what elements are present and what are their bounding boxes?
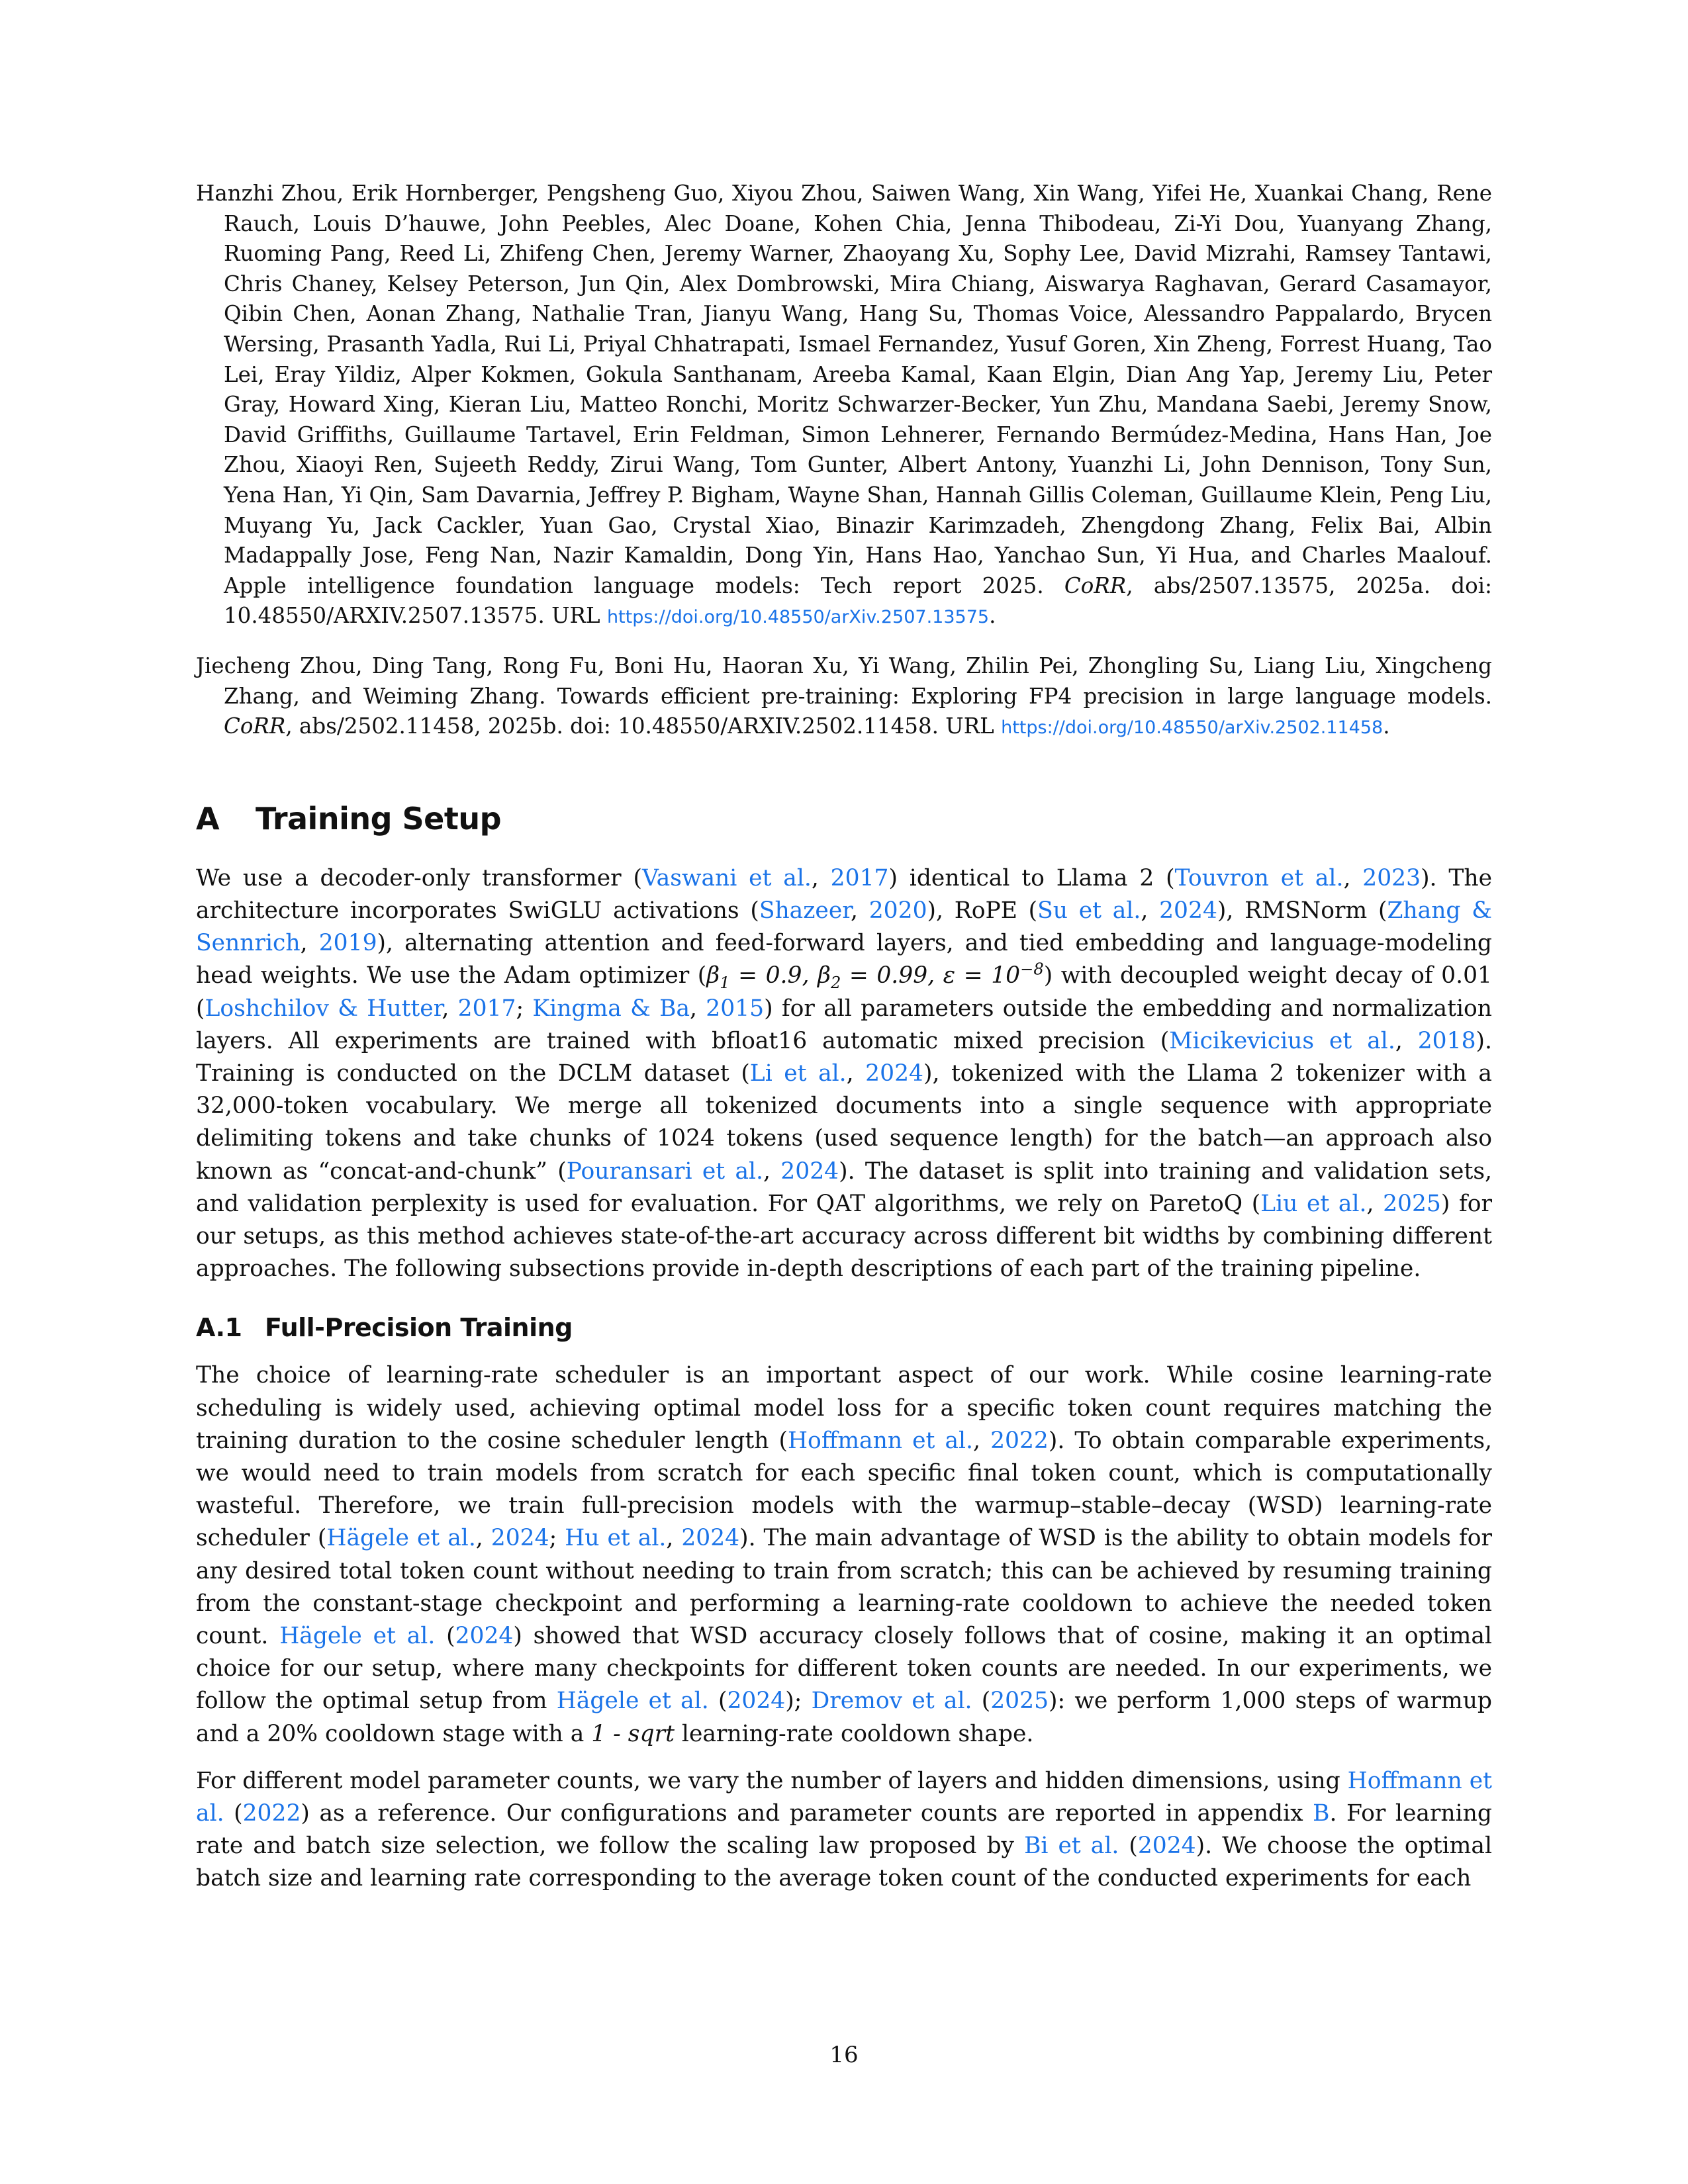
reference-details: , abs/2502.11458, 2025b. doi: 10.48550/ARXIV.2502.11458. URL	[285, 713, 994, 739]
citation-link[interactable]: 2024	[1137, 1833, 1196, 1860]
citation-link[interactable]: 2024	[780, 1158, 839, 1185]
citation-link[interactable]: Zhang & Sennrich	[196, 897, 1492, 957]
citation-link[interactable]: Touvron et al.	[1174, 864, 1344, 891]
citation-link[interactable]: 2019	[318, 930, 377, 957]
citation-link[interactable]: Su et al.	[1037, 897, 1141, 924]
citation-link[interactable]: 2024	[1159, 897, 1217, 924]
reference-venue: CoRR	[1064, 572, 1127, 598]
appendix-link[interactable]: B	[1313, 1799, 1330, 1827]
reference-details: , abs/2507.13575, 2025a. doi: 10.48550/ARXIV.2507.13575. URL	[224, 572, 1492, 629]
citation-link[interactable]: 2024	[455, 1622, 514, 1649]
reference-entry: Jiecheng Zhou, Ding Tang, Rong Fu, Boni Hu, Haoran Xu, Yi Wang, Zhilin Pei, Zhongling Su, Liang Liu, Xingcheng Zhang, and Weiming Zhang. Towards efficient pre-training: Exploring FP4 precision in large language models. CoRR, abs/2502.11458, 2025b. doi: 10.48550/ARXIV.2502.11458. URL https://doi.org/10.48550/arXiv.2502.11458.	[196, 653, 1492, 739]
citation-link[interactable]: 2022	[990, 1427, 1049, 1454]
citation-link[interactable]: Hägele et al.	[279, 1622, 436, 1649]
citation-link[interactable]: 2017	[457, 995, 516, 1022]
citation-link[interactable]: Dremov et al.	[811, 1688, 972, 1715]
citation-link[interactable]: Vaswani et al.	[641, 864, 812, 891]
page-number: 16	[829, 2042, 859, 2068]
citation-link[interactable]: Micikevicius et al.	[1169, 1027, 1395, 1054]
citation-link[interactable]: 2024	[865, 1060, 923, 1087]
section-number: A	[196, 800, 220, 837]
reference-url-link[interactable]: https://doi.org/10.48550/arXiv.2502.11458	[1001, 717, 1383, 739]
citation-link[interactable]: Kingma & Ba	[532, 995, 690, 1022]
citation-link[interactable]: Bi et al.	[1024, 1833, 1119, 1860]
citation-link[interactable]: Shazeer	[759, 897, 851, 924]
citation-link[interactable]: Hoffmann et al.	[196, 1767, 1492, 1827]
citation-link[interactable]: 2020	[868, 897, 927, 924]
reference-authors: Jiecheng Zhou, Ding Tang, Rong Fu, Boni Hu, Haoran Xu, Yi Wang, Zhilin Pei, Zhongling Su, Liang Liu, Xingcheng Zhang, and Weiming Zhang.	[196, 653, 1492, 709]
paragraph: We use a decoder-only transformer (Vaswani et al., 2017) identical to Llama 2 (Touvron et al., 2023). The architecture incorporates SwiGLU activations (Shazeer, 2020), RoPE (Su et al., 2024), RMSNorm (Zhang & Sennrich, 2019), alternating attention and feed-forward layers, and tied embedding and language-modeling head weights. We use the Adam optimizer ($\beta_1 = 0.9$, $\beta_2 = 0.99$, $\varepsilon = 10^{-8}$) with decoupled weight decay of 0.01 (Loshchilov & Hutter, 2017; Kingma & Ba, 2015) for all parameters outside the embedding and normalization layers. All experiments are trained with bfloat16 automatic mixed precision (Micikevicius et al., 2018). Training is conducted on the DCLM dataset (Li et al., 2024), tokenized with the Llama 2 tokenizer with a 32,000-token vocabulary. We merge all tokenized documents into a single sequence with appropriate delimiting tokens and take chunks of 1024 tokens (used sequence length) for the batch—an approach also known as “concat-and-chunk” (Pouransari et al., 2024). The dataset is split into training and validation sets, and validation perplexity is used for evaluation. For QAT algorithms, we rely on ParetoQ (Liu et al., 2025) for our setups, as this method achieves state-of-the-art accuracy across different bit widths by combining different approaches. The following subsections provide in-depth descriptions of each part of the training pipeline.	[196, 864, 1493, 1283]
citation-link[interactable]: 2017	[830, 864, 889, 891]
citation-link[interactable]: 2018	[1417, 1027, 1476, 1054]
citation-link[interactable]: Loshchilov & Hutter	[205, 995, 442, 1022]
citation-link[interactable]: 2024	[681, 1525, 740, 1552]
paragraph: For different model parameter counts, we vary the number of layers and hidden dimensions, using Hoffmann et al. (2022) as a reference. Our configurations and parameter counts are reported in appendix B. For learning rate and batch size selection, we follow the scaling law proposed by Bi et al. (2024). We choose the optimal batch size and learning rate corresponding to the average token count of the conducted experiments for each	[196, 1767, 1492, 1892]
math-expression: 1 - sqrt	[591, 1720, 675, 1747]
citation-link[interactable]: Pouransari et al.	[566, 1158, 764, 1185]
reference-entry: Hanzhi Zhou, Erik Hornberger, Pengsheng Guo, Xiyou Zhou, Saiwen Wang, Xin Wang, Yifei He, Xuankai Chang, Rene Rauch, Louis D’hauwe, John Peebles, Alec Doane, Kohen Chia, Jenna Thibodeau, Zi-Yi Dou, Yuanyang Zhang, Ruoming Pang, Reed Li, Zhifeng Chen, Jeremy Warner, Zhaoyang Xu, Sophy Lee, David Mizrahi, Ramsey Tantawi, Chris Chaney, Kelsey Peterson, Jun Qin, Alex Dombrowski, Mira Chiang, Aiswarya Raghavan, Gerard Casamayor, Qibin Chen, Aonan Zhang, Nathalie Tran, Jianyu Wang, Hang Su, Thomas Voice, Alessandro Pappalardo, Brycen Wersing, Prasanth Yadla, Rui Li, Priyal Chhatrapati, Ismael Fernandez, Yusuf Goren, Xin Zheng, Forrest Huang, Tao Lei, Eray Yildiz, Alper Kokmen, Gokula Santhanam, Areeba Kamal, Kaan Elgin, Dian Ang Yap, Jeremy Liu, Peter Gray, Howard Xing, Kieran Liu, Matteo Ronchi, Moritz Schwarzer-Becker, Yun Zhu, Mandana Saebi, Jeremy Snow, David Griffiths, Guillaume Tartavel, Erin Feldman, Simon Lehnerer, Fernando Bermúdez-Medina, Hans Han, Joe Zhou, Xiaoyi Ren, Sujeeth Reddy, Zirui Wang, Tom Gunter, Albert Antony, Yuanzhi Li, John Dennison, Tony Sun, Yena Han, Yi Qin, Sam Davarnia, Jeffrey P. Bigham, Wayne Shan, Hannah Gillis Coleman, Guillaume Klein, Peng Liu, Muyang Yu, Jack Cackler, Yuan Gao, Crystal Xiao, Binazir Karimzadeh, Zhengdong Zhang, Felix Bai, Albin Madappally Jose, Feng Nan, Nazir Kamaldin, Dong Yin, Hans Hao, Yanchao Sun, Yi Hua, and Charles Maalouf. Apple intelligence foundation language models: Tech report 2025. CoRR, abs/2507.13575, 2025a. doi: 10.48550/ARXIV.2507.13575. URL https://doi.org/10.48550/arXiv.2507.13575.	[196, 181, 1492, 629]
subsection-title: Full-Precision Training	[265, 1313, 573, 1343]
section-title: Training Setup	[256, 800, 502, 837]
citation-link[interactable]: Li et al.	[749, 1060, 847, 1087]
citation-link[interactable]: Hu et al.	[565, 1525, 667, 1552]
citation-link[interactable]: 2022	[242, 1799, 301, 1827]
section-heading	[196, 800, 1492, 837]
paragraph: The choice of learning-rate scheduler is an important aspect of our work. While cosine learning-rate scheduling is widely used, achieving optimal model loss for a specific token count requires matching the training duration to the cosine scheduler length (Hoffmann et al., 2022). To obtain comparable experiments, we would need to train models from scratch for each specific final token count, which is computationally wasteful. Therefore, we train full-precision models with the warmup–stable–decay (WSD) learning-rate scheduler (Hägele et al., 2024; Hu et al., 2024). The main advantage of WSD is the ability to obtain models for any desired total token count without needing to train from scratch; this can be achieved by resuming training from the constant-stage checkpoint and performing a learning-rate cooldown to achieve the needed token count. Hägele et al. (2024) showed that WSD accuracy closely follows that of cosine, making it an optimal choice for our setup, where many checkpoints for different token counts are needed. In our experiments, we follow the optimal setup from Hägele et al. (2024); Dremov et al. (2025): we perform 1,000 steps of warmup and a 20% cooldown stage with a 1 - sqrt learning-rate cooldown shape.	[196, 1362, 1493, 1747]
citation-link[interactable]: 2015	[706, 995, 765, 1022]
citation-link[interactable]: Hägele et al.	[326, 1525, 476, 1552]
subsection-heading	[196, 1312, 1492, 1343]
reference-title: Towards efficient pre-training: Exploring FP4 precision in large language models.	[557, 683, 1492, 709]
reference-title: Apple intelligence foundation language models: Tech report 2025.	[224, 572, 1044, 598]
reference-authors: Hanzhi Zhou, Erik Hornberger, Pengsheng Guo, Xiyou Zhou, Saiwen Wang, Xin Wang, Yifei He, Xuankai Chang, Rene Rauch, Louis D’hauwe, John Peebles, Alec Doane, Kohen Chia, Jenna Thibodeau, Zi-Yi Dou, Yuanyang Zhang, Ruoming Pang, Reed Li, Zhifeng Chen, Jeremy Warner, Zhaoyang Xu, Sophy Lee, David Mizrahi, Ramsey Tantawi, Chris Chaney, Kelsey Peterson, Jun Qin, Alex Dombrowski, Mira Chiang, Aiswarya Raghavan, Gerard Casamayor, Qibin Chen, Aonan Zhang, Nathalie Tran, Jianyu Wang, Hang Su, Thomas Voice, Alessandro Pappalardo, Brycen Wersing, Prasanth Yadla, Rui Li, Priyal Chhatrapati, Ismael Fernandez, Yusuf Goren, Xin Zheng, Forrest Huang, Tao Lei, Eray Yildiz, Alper Kokmen, Gokula Santhanam, Areeba Kamal, Kaan Elgin, Dian Ang Yap, Jeremy Liu, Peter Gray, Howard Xing, Kieran Liu, Matteo Ronchi, Moritz Schwarzer-Becker, Yun Zhu, Mandana Saebi, Jeremy Snow, David Griffiths, Guillaume Tartavel, Erin Feldman, Simon Lehnerer, Fernando Bermúdez-Medina, Hans Han, Joe Zhou, Xiaoyi Ren, Sujeeth Reddy, Zirui Wang, Tom Gunter, Albert Antony, Yuanzhi Li, John Dennison, Tony Sun, Yena Han, Yi Qin, Sam Davarnia, Jeffrey P. Bigham, Wayne Shan, Hannah Gillis Coleman, Guillaume Klein, Peng Liu, Muyang Yu, Jack Cackler, Yuan Gao, Crystal Xiao, Binazir Karimzadeh, Zhengdong Zhang, Felix Bai, Albin Madappally Jose, Feng Nan, Nazir Kamaldin, Dong Yin, Hans Hao, Yanchao Sun, Yi Hua, and Charles Maalouf.	[196, 181, 1492, 569]
citation-link[interactable]: 2023	[1362, 864, 1421, 891]
subsection-number: A.1	[196, 1313, 242, 1343]
reference-url-link[interactable]: https://doi.org/10.48550/arXiv.2507.13575	[606, 607, 990, 628]
citation-link[interactable]: Hägele et al.	[556, 1688, 709, 1715]
citation-link[interactable]: 2025	[990, 1688, 1049, 1715]
math-expression: $\beta_1 = 0.9$, $\beta_2 = 0.99$, $\varepsilon = 10^{-8}$	[706, 960, 1044, 993]
reference-venue: CoRR	[224, 713, 286, 739]
citation-link[interactable]: 2025	[1383, 1190, 1441, 1217]
citation-link[interactable]: Hoffmann et al.	[787, 1427, 974, 1454]
citation-link[interactable]: Liu et al.	[1260, 1190, 1367, 1217]
paper-page	[196, 179, 1492, 1910]
citation-link[interactable]: 2024	[491, 1525, 549, 1552]
citation-link[interactable]: 2024	[727, 1688, 786, 1715]
